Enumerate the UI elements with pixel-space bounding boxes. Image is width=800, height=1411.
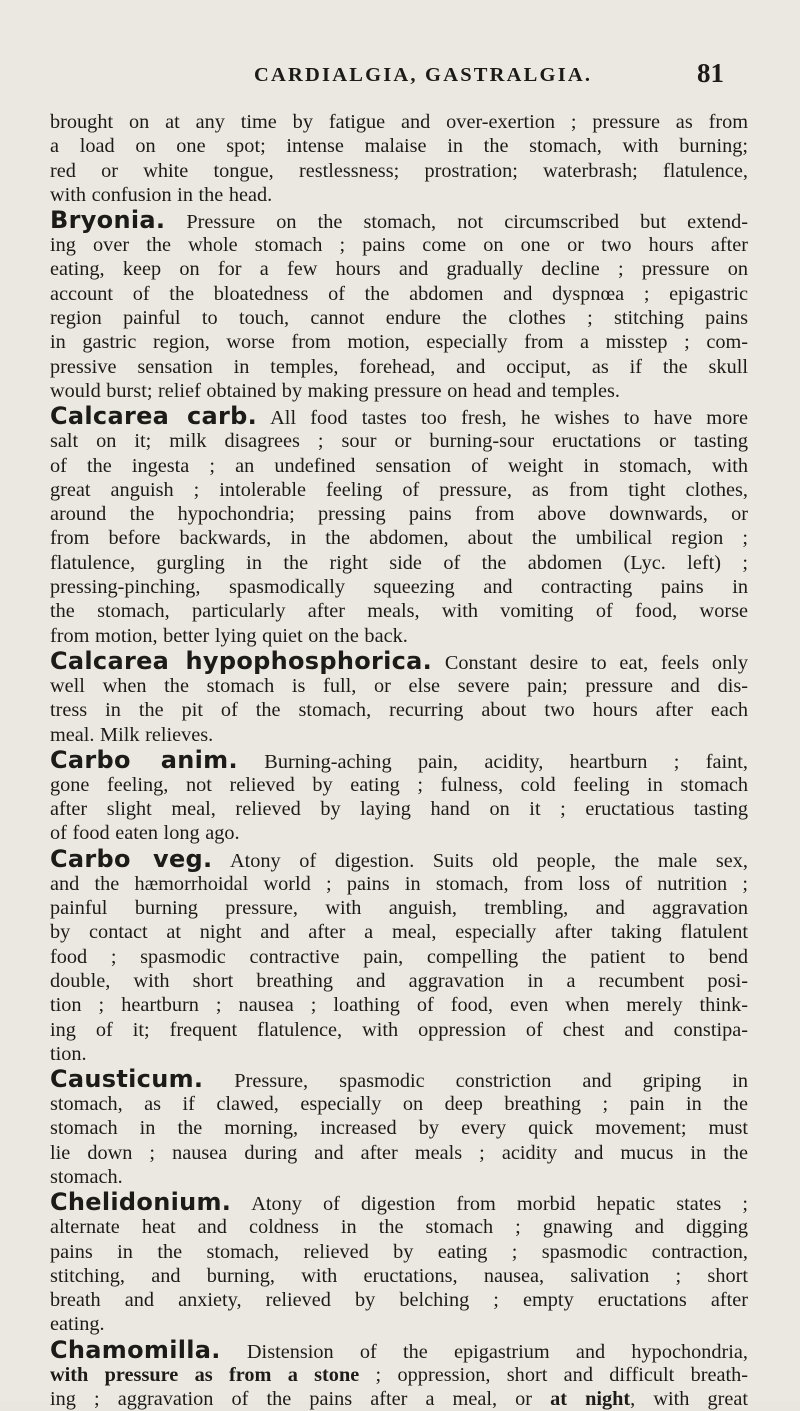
line-text: with confusion in the head.: [50, 183, 273, 206]
text-line: [50, 945, 748, 969]
remedy-entry-line: [50, 747, 748, 773]
text-line: [50, 1092, 748, 1116]
text-line: [50, 233, 748, 257]
line-text: pains in the stomach, relieved by eating ; spasmodic contraction,: [50, 1240, 748, 1263]
line-text: gone feeling, not relieved by eating ; fulness, cold feeling in stomach: [50, 773, 748, 796]
remedy-name: Causticum.: [50, 1065, 204, 1094]
line-text: tion ; heartburn ; nausea ; loathing of food, even when merely think-: [50, 994, 748, 1017]
page-number: 81: [697, 58, 724, 88]
text-line: [50, 551, 748, 575]
text-line: [50, 723, 748, 747]
remedy-name: Chamomilla.: [50, 1335, 221, 1364]
text-line: [50, 1387, 748, 1411]
line-text: by contact at night and after a meal, especially after taking flatulent: [50, 921, 748, 944]
text-line: [50, 282, 748, 306]
line-text: tion.: [50, 1042, 87, 1065]
text-line: [50, 379, 748, 403]
remedy-name: Calcarea carb.: [50, 402, 258, 431]
line-text: Atony of digestion from morbid hepatic states ;: [231, 1193, 748, 1216]
text-line: [50, 526, 748, 550]
text-line: [50, 698, 748, 722]
line-text: in gastric region, worse from motion, especially from a misstep ; com-: [50, 331, 748, 354]
text-line: [50, 1141, 748, 1165]
text-line: [50, 1312, 748, 1336]
text-line: [50, 773, 748, 797]
remedy-entry-line: [50, 1066, 748, 1092]
line-text: flatulence, gurgling in the right side of the abdomen (Lyc. left) ;: [50, 551, 748, 574]
line-text: food ; spasmodic contractive pain, compelling the patient to bend: [50, 945, 748, 968]
line-text: of the ingesta ; an undefined sensation of weight in stomach, with: [50, 454, 748, 477]
line-text: from motion, better lying quiet on the back.: [50, 624, 408, 647]
remedy-entry-line: [50, 1189, 748, 1215]
text-line: [50, 330, 748, 354]
text-line: [50, 797, 748, 821]
remedy-name: Carbo veg.: [50, 844, 213, 873]
line-text: meal. Milk relieves.: [50, 723, 214, 746]
line-text: ing ; aggravation of the pains after a meal, or at night, with great: [50, 1388, 748, 1411]
line-text: alternate heat and coldness in the stomach ; gnawing and digging: [50, 1216, 748, 1239]
line-text: stitching, and burning, with eructations, nausea, salivation ; short: [50, 1264, 748, 1287]
line-text: from before backwards, in the abdomen, about the umbilical region ;: [50, 527, 748, 550]
text-line: [50, 454, 748, 478]
line-text: Burning-aching pain, acidity, heartburn ; faint,: [237, 750, 748, 773]
text-line: [50, 110, 748, 134]
line-text: tress in the pit of the stomach, recurring about two hours after each: [50, 699, 748, 722]
remedy-name: Carbo anim.: [50, 745, 238, 774]
text-line: [50, 1288, 748, 1312]
text-line: [50, 1264, 748, 1288]
text-line: [50, 1165, 748, 1189]
text-line: [50, 1215, 748, 1239]
remedy-entry-line: [50, 207, 748, 233]
line-text: the stomach, particularly after meals, with vomiting of food, worse: [50, 600, 748, 623]
line-text: Pressure, spasmodic constriction and griping in: [203, 1070, 748, 1093]
line-text: great anguish ; intolerable feeling of pressure, as from tight clothes,: [50, 478, 748, 501]
remedy-name: Chelidonium.: [50, 1188, 232, 1217]
line-text: of food eaten long ago.: [50, 822, 240, 845]
text-line: [50, 896, 748, 920]
line-text: region painful to touch, cannot endure the clothes ; stitching pains: [50, 307, 748, 330]
running-head-title: CARDIALGIA, GASTRALGIA.: [254, 64, 593, 86]
remedy-entry-line: [50, 1337, 748, 1363]
line-text: Constant desire to eat, feels only: [432, 651, 748, 674]
text-line: [50, 306, 748, 330]
text-line: [50, 478, 748, 502]
line-text: pressive sensation in temples, forehead, and occiput, as if the skull: [50, 355, 748, 378]
line-text: brought on at any time by fatigue and over-exertion ; pressure as from: [50, 111, 748, 133]
text-line: [50, 429, 748, 453]
line-text: Atony of digestion. Suits old people, the male sex,: [212, 849, 748, 872]
line-text: breath and anxiety, relieved by belching ; empty eructations after: [50, 1289, 748, 1312]
text-line: [50, 993, 748, 1017]
line-text: pressing-pinching, spasmodically squeezing and contracting pains in: [50, 576, 748, 599]
line-text: around the hypochondria; pressing pains from above downwards, or: [50, 503, 748, 526]
text-line: [50, 599, 748, 623]
line-text: ing of it; frequent flatulence, with oppression of chest and constipa-: [50, 1018, 748, 1041]
text-line: [50, 134, 748, 158]
line-text: eating, keep on for a few hours and gradually decline ; pressure on: [50, 258, 748, 281]
line-text: Pressure on the stomach, not circumscribed but extend-: [165, 211, 748, 234]
line-text: and the hæmorrhoidal world ; pains in stomach, from loss of nutrition ;: [50, 872, 748, 895]
text-line: [50, 1042, 748, 1066]
text-line: [50, 872, 748, 896]
body-text: [50, 110, 748, 1411]
line-text: after slight meal, relieved by laying hand on it ; eructatious tasting: [50, 798, 748, 821]
text-line: [50, 1116, 748, 1140]
remedy-name: Bryonia.: [50, 206, 166, 235]
line-text: Distension of the epigastrium and hypochondria,: [220, 1340, 748, 1363]
text-line: [50, 920, 748, 944]
line-text: with pressure as from a stone ; oppression, short and difficult breath-: [50, 1363, 749, 1386]
text-line: [50, 502, 748, 526]
text-line: [50, 159, 748, 183]
text-line: [50, 355, 748, 379]
line-text: All food tastes too fresh, he wishes to have more: [257, 407, 748, 430]
line-text: stomach, as if clawed, especially on deep breathing ; pain in the: [50, 1093, 748, 1116]
text-line: [50, 183, 748, 207]
text-line: [50, 257, 748, 281]
text-line: [50, 1018, 748, 1042]
line-text: ing over the whole stomach ; pains come on one or two hours after: [50, 234, 748, 257]
line-text: lie down ; nausea during and after meals ; acidity and mucus in the: [50, 1141, 748, 1164]
line-text: stomach in the morning, increased by every quick movement; must: [50, 1117, 748, 1140]
text-line: [50, 821, 748, 845]
line-text: account of the bloatedness of the abdomen and dyspnœa ; epigastric: [50, 282, 748, 305]
line-text: red or white tongue, restlessness; prostration; waterbrash; flatulence,: [50, 159, 748, 182]
text-line: [50, 674, 748, 698]
remedy-entry-line: [50, 846, 748, 872]
line-text: salt on it; milk disagrees ; sour or burning-sour eructations or tasting: [50, 430, 748, 453]
line-text: eating.: [50, 1313, 105, 1336]
text-line: [50, 1240, 748, 1264]
line-text: painful burning pressure, with anguish, trembling, and aggravation: [50, 897, 748, 920]
line-text: stomach.: [50, 1165, 123, 1188]
text-line: [50, 969, 748, 993]
remedy-name: Calcarea hypophosphorica.: [50, 646, 433, 675]
line-text: well when the stomach is full, or else severe pain; pressure and dis-: [50, 674, 748, 697]
text-line: [50, 1363, 748, 1387]
line-text: would burst; relief obtained by making pressure on head and temples.: [50, 379, 620, 402]
running-head: [0, 58, 800, 98]
line-text: a load on one spot; intense malaise in the stomach, with burning;: [50, 135, 748, 158]
remedy-entry-line: [50, 403, 748, 429]
text-line: [50, 624, 748, 648]
text-line: [50, 575, 748, 599]
line-text: double, with short breathing and aggravation in a recumbent posi-: [50, 969, 748, 992]
remedy-entry-line: [50, 648, 748, 674]
